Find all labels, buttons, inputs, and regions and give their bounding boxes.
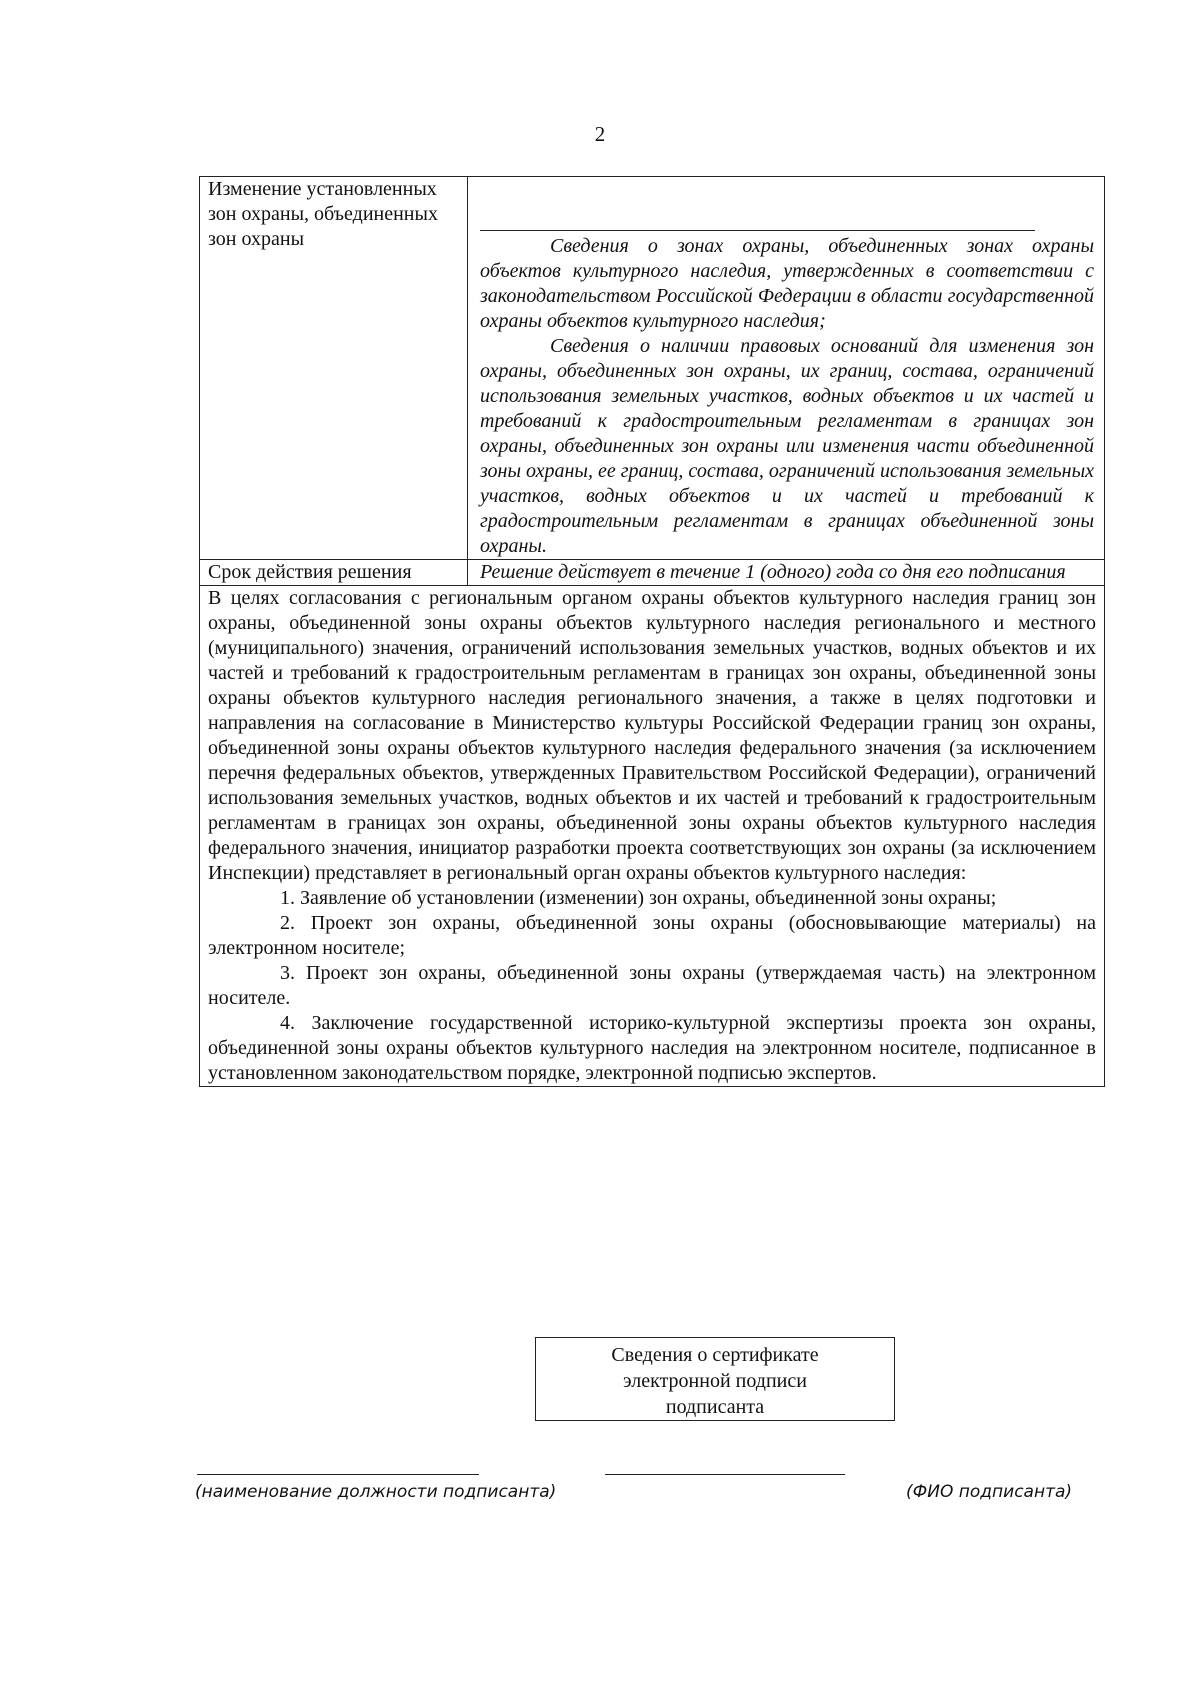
name-signature-line	[605, 1474, 845, 1475]
certificate-line: подписанта	[665, 1396, 765, 1418]
position-signature-line	[197, 1474, 479, 1475]
row-label-validity: Срок действия решения	[200, 560, 468, 586]
certificate-info-box	[535, 1337, 895, 1421]
row-value-zone-change	[468, 177, 1105, 560]
list-item: 3. Проект зон охраны, объединенной зоны охраны (утверждаемая часть) на электронном носителе.	[208, 962, 1096, 1009]
row-value-validity	[468, 560, 1105, 586]
certificate-line: электронной подписи	[623, 1370, 807, 1392]
row-label-zone-change: Изменение установленных зон охраны, объединенных зон охраны	[200, 177, 468, 560]
name-caption: (ФИО подписанта)	[906, 1482, 1073, 1502]
table-row	[200, 177, 1105, 560]
requirements-intro: В целях согласования с региональным органом охраны объектов культурного наследия границ зон охраны, объединенной зоны охраны объектов культурного наследия регионального и местного (муниципального) значения, ограничений использования земельных участков, водных объектов и их частей и требований к градостроительным регламентам в границах зон охраны, объединенной зоны охраны объектов культурного наследия регионального значения, а также в целях подготовки и направления на согласование в Министерство культуры Российской Федерации границ зон охраны, объединенной зоны охраны объектов культурного наследия федерального значения (за исключением перечня федеральных объектов, утвержденных Правительством Российской Федерации), ограничений использования земельных участков, водных объектов и их частей и требований к градостроительным регламентам в границах зон охраны, объединенной зоны охраны объектов культурного наследия федерального значения, инициатор разработки проекта соответствующих зон охраны (за исключением Инспекции) представляет в региональный орган охраны объектов культурного наследия:	[208, 587, 1096, 884]
certificate-line: Сведения о сертификате	[611, 1344, 819, 1366]
blank-input-line	[480, 230, 1035, 231]
legal-grounds-paragraph: Сведения о наличии правовых оснований для изменения зон охраны, объединенных зон охраны, их границ, состава, ограничений использования земельных участков, водных объектов и их частей и требований к градостроительным регламентам в границах зон охраны, объединенных зон охраны или изменения части объединенной зоны охраны, ее границ, состава, ограничений использования земельных участков, водных объектов и их частей и требований к градостроительным регламентам в границах объединенной зоны охраны.	[480, 335, 1094, 557]
row-requirements	[200, 586, 1105, 1087]
validity-text: Решение действует в течение 1 (одного) года со дня его подписания	[480, 561, 1066, 583]
list-item: 1. Заявление об установлении (изменении) зон охраны, объединенной зоны охраны;	[280, 887, 997, 909]
table-row	[200, 560, 1105, 586]
list-item: 2. Проект зон охраны, объединенной зоны охраны (обосновывающие материалы) на электронном носителе;	[208, 912, 1096, 959]
page-number: 2	[594, 122, 606, 146]
application-table	[199, 176, 1105, 1087]
position-caption: (наименование должности подписанта)	[195, 1482, 557, 1502]
zone-info-paragraph: Сведения о зонах охраны, объединенных зонах охраны объектов культурного наследия, утвержденных в соответствии с законодательством Российской Федерации в области государственной охраны объектов культурного наследия;	[480, 235, 1094, 332]
table-row	[200, 586, 1105, 1087]
list-item: 4. Заключение государственной историко-культурной экспертизы проекта зон охраны, объединенной зоны охраны объектов культурного наследия на электронном носителе, подписанное в установленном законодательством порядке, электронной подписью экспертов.	[208, 1012, 1096, 1084]
